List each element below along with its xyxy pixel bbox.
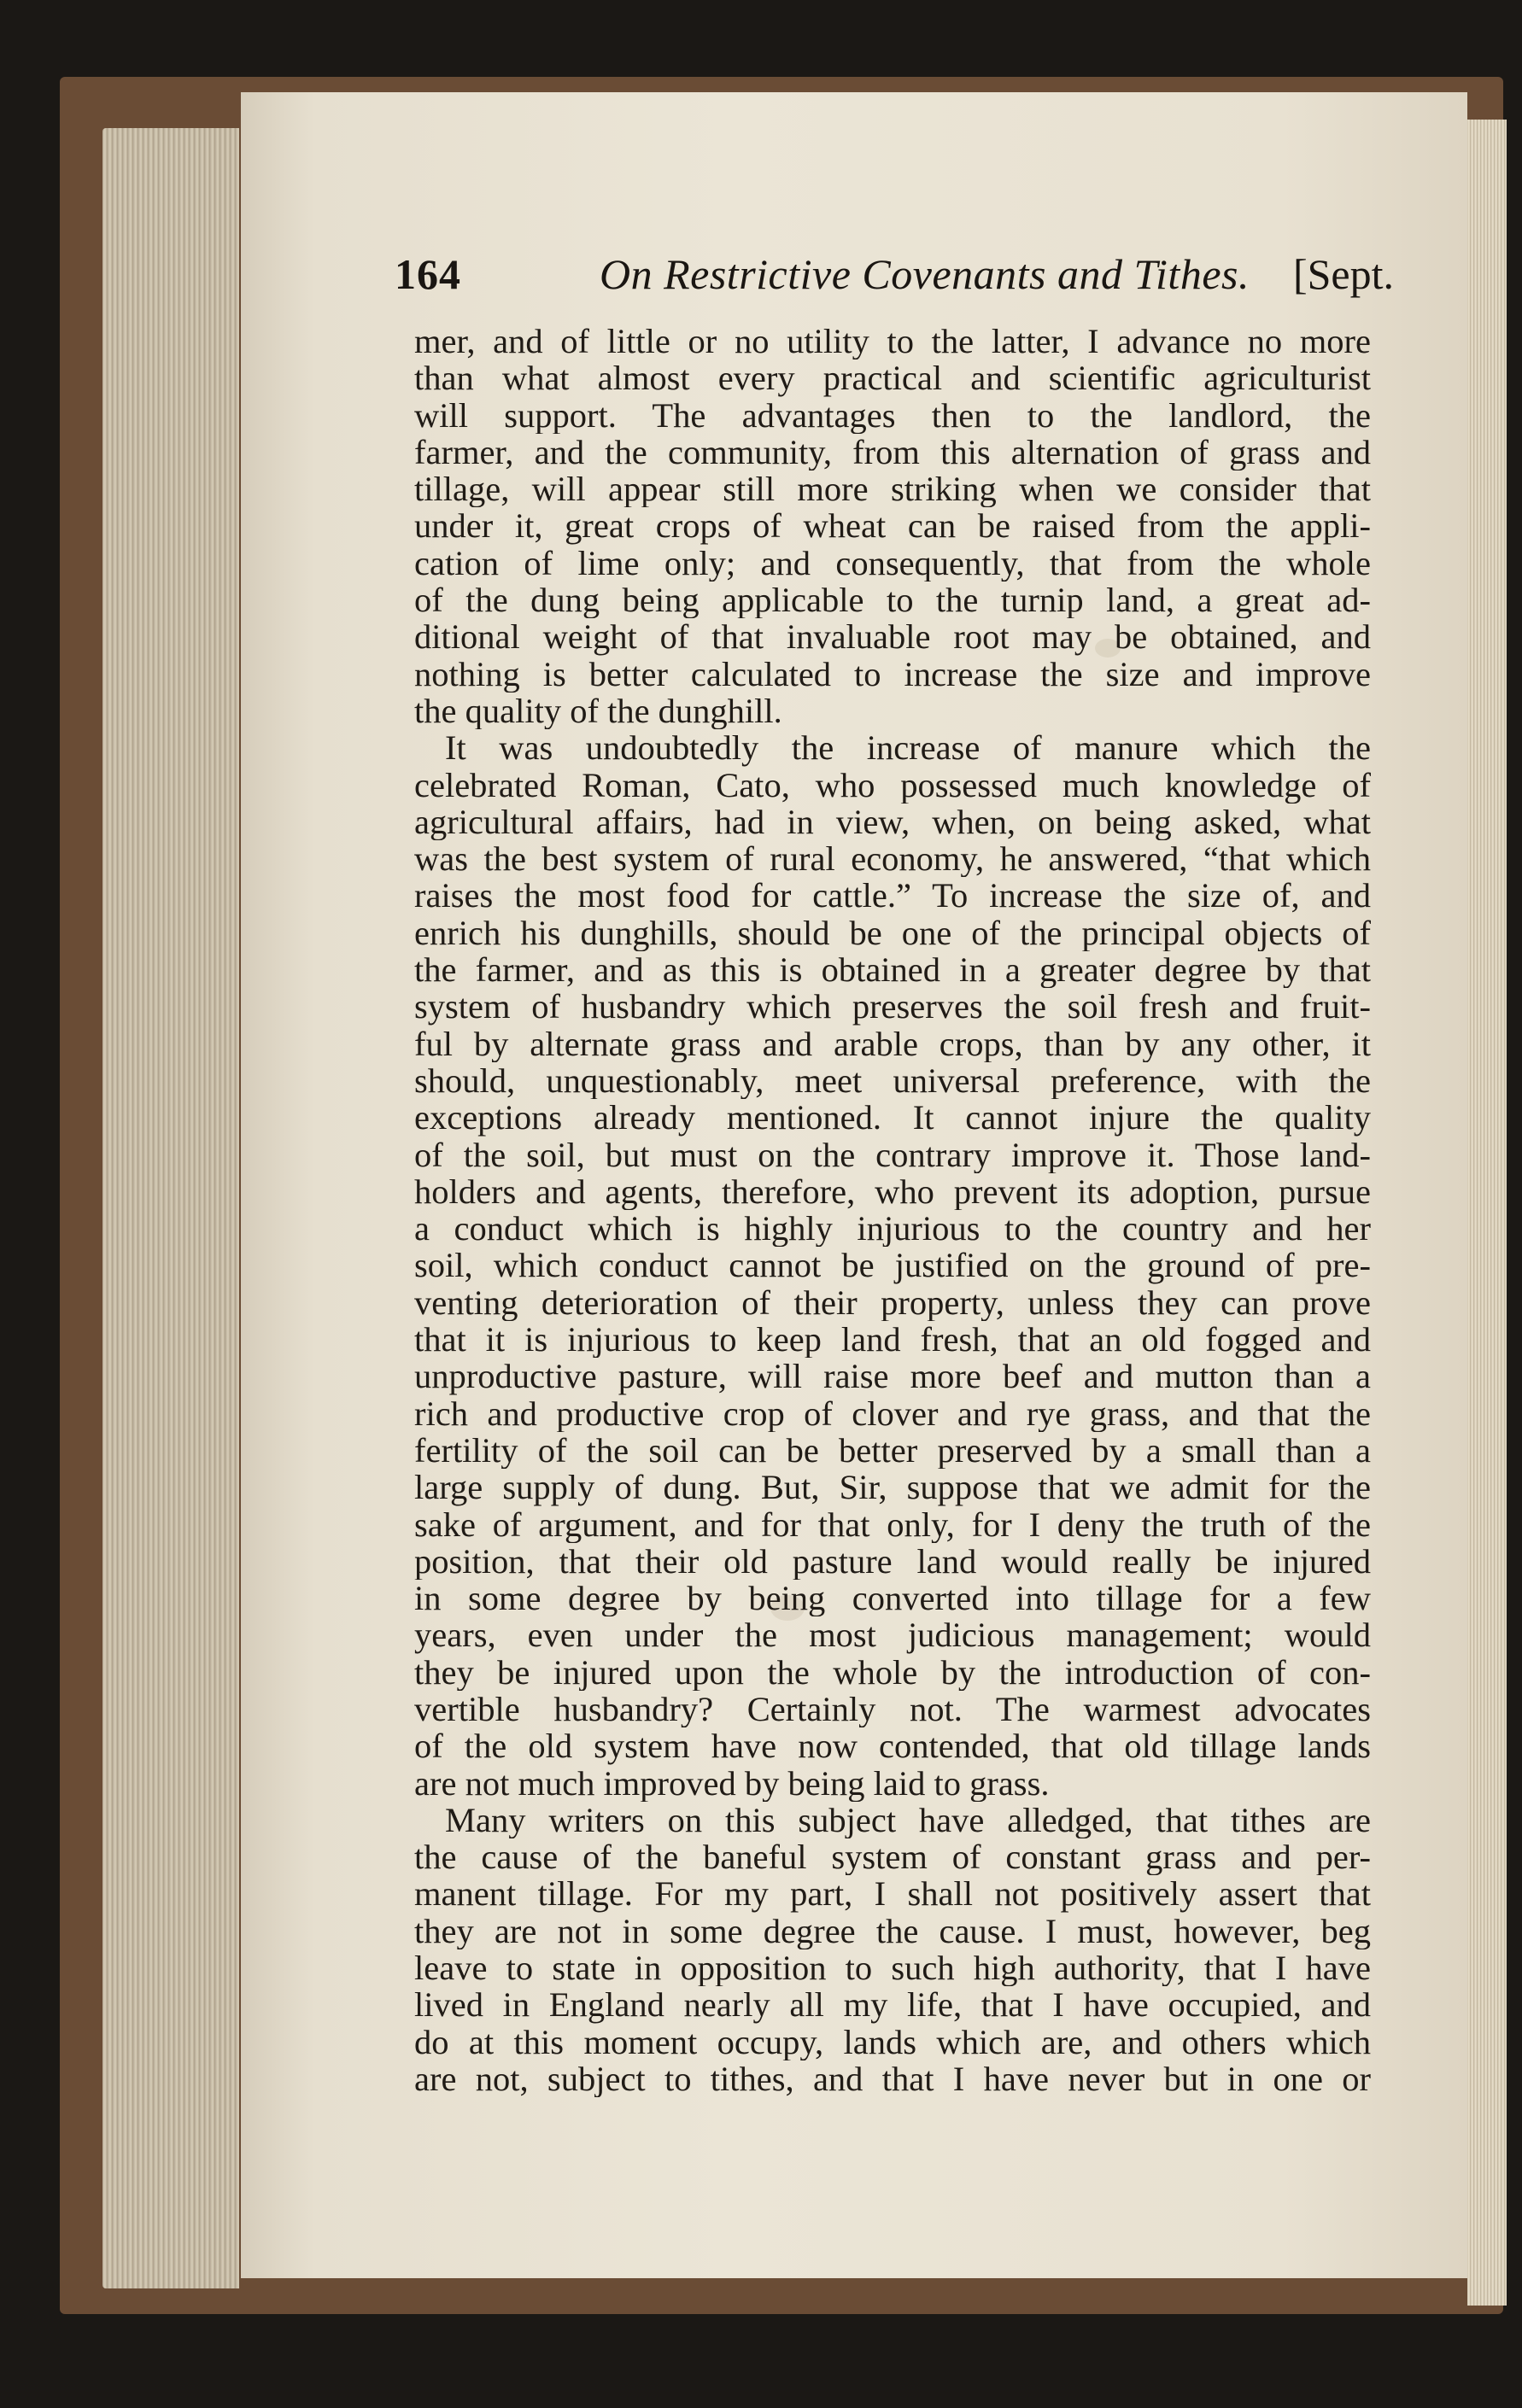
text-line: fertility of the soil can be better preserved by a small than a (414, 1431, 1371, 1470)
text-line: nothing is better calculated to increase the size and improve (414, 655, 1371, 693)
text-line: the quality of the dunghill. (414, 692, 782, 730)
text-line: Many writers on this subject have alledged, that tithes are (445, 1801, 1371, 1839)
text-line: enrich his dunghills, should be one of the principal objects of (414, 914, 1371, 952)
text-line: leave to state in opposition to such high authority, that I have (414, 1949, 1371, 1987)
text-line: manent tillage. For my part, I shall not positively assert that (414, 1875, 1371, 1913)
text-line: tillage, will appear still more striking when we consider that (414, 470, 1371, 508)
text-line: ditional weight of that invaluable root may be obtained, and (414, 618, 1371, 656)
text-line: of the soil, but must on the contrary improve it. Those land- (414, 1136, 1371, 1173)
text-line: of the dung being applicable to the turnip land, a great ad- (414, 582, 1371, 619)
text-line: venting deterioration of their property, unless they can prove (414, 1283, 1371, 1322)
text-line: the farmer, and as this is obtained in a greater degree by that (414, 951, 1371, 989)
text-line: mer, and of little or no utility to the latter, I advance no more (414, 323, 1371, 360)
text-line: agricultural affairs, had in view, when, on being asked, what (414, 803, 1371, 841)
body-text (414, 323, 1371, 2097)
text-line: exceptions already mentioned. It cannot injure the quality (414, 1099, 1371, 1137)
text-line: position, that their old pasture land would really be injured (414, 1542, 1371, 1581)
page-number: 164 (395, 250, 461, 298)
text-line: they be injured upon the whole by the introduction of con- (414, 1653, 1371, 1691)
text-line: farmer, and the community, from this alternation of grass and (414, 433, 1371, 471)
text-line: lived in England nearly all my life, that I have occupied, and (414, 1986, 1371, 2024)
text-line: rich and productive crop of clover and rye grass, and that the (414, 1394, 1371, 1432)
running-title: On Restrictive Covenants and Tithes. (600, 250, 1250, 298)
running-month: [Sept. (1292, 250, 1394, 298)
text-line: holders and agents, therefore, who prevent its adoption, pursue (414, 1172, 1371, 1211)
text-line: should, unquestionably, meet universal preference, with the (414, 1061, 1371, 1100)
text-line: than what almost every practical and scientific agriculturist (414, 359, 1371, 397)
text-line: the cause of the baneful system of constant grass and per- (414, 1838, 1371, 1876)
text-line: under it, great crops of wheat can be raised from the appli- (414, 507, 1371, 545)
text-line: vertible husbandry? Certainly not. The warmest advocates (414, 1690, 1371, 1728)
text-line: sake of argument, and for that only, for I deny the truth of the (414, 1505, 1371, 1543)
text-line: are not, subject to tithes, and that I have never but in one or (414, 2060, 1371, 2098)
text-line: raises the most food for cattle.” To increase the size of, and (414, 877, 1371, 915)
text-line: ful by alternate grass and arable crops, than by any other, it (414, 1025, 1371, 1062)
text-line: large supply of dung. But, Sir, suppose that we admit for the (414, 1469, 1371, 1506)
text-line: soil, which conduct cannot be justified on the ground of pre- (414, 1247, 1371, 1284)
page-edges-left (102, 128, 239, 2288)
text-line: in some degree by being converted into tillage for a few (414, 1580, 1371, 1617)
text-line: was the best system of rural economy, he answered, “that which (414, 840, 1371, 878)
running-head (395, 244, 1394, 306)
text-line: are not much improved by being laid to grass. (414, 1764, 1050, 1802)
text-line: of the old system have now contended, that old tillage lands (414, 1727, 1371, 1765)
text-line: system of husbandry which preserves the soil fresh and fruit- (414, 988, 1371, 1026)
text-line: they are not in some degree the cause. I must, however, beg (414, 1912, 1371, 1950)
page-edges-right (1467, 120, 1507, 2306)
text-line: cation of lime only; and consequently, that from the whole (414, 544, 1371, 582)
text-line: It was undoubtedly the increase of manure which the (445, 729, 1371, 767)
text-line: unproductive pasture, will raise more beef and mutton than a (414, 1358, 1371, 1395)
text-line: do at this moment occupy, lands which are, and others which (414, 2023, 1371, 2060)
text-line: a conduct which is highly injurious to the country and her (414, 1210, 1371, 1248)
text-line: years, even under the most judicious management; would (414, 1616, 1371, 1654)
text-line: celebrated Roman, Cato, who possessed much knowledge of (414, 766, 1371, 804)
text-line: that it is injurious to keep land fresh, that an old fogged and (414, 1321, 1371, 1359)
text-line: will support. The advantages then to the landlord, the (414, 396, 1371, 434)
